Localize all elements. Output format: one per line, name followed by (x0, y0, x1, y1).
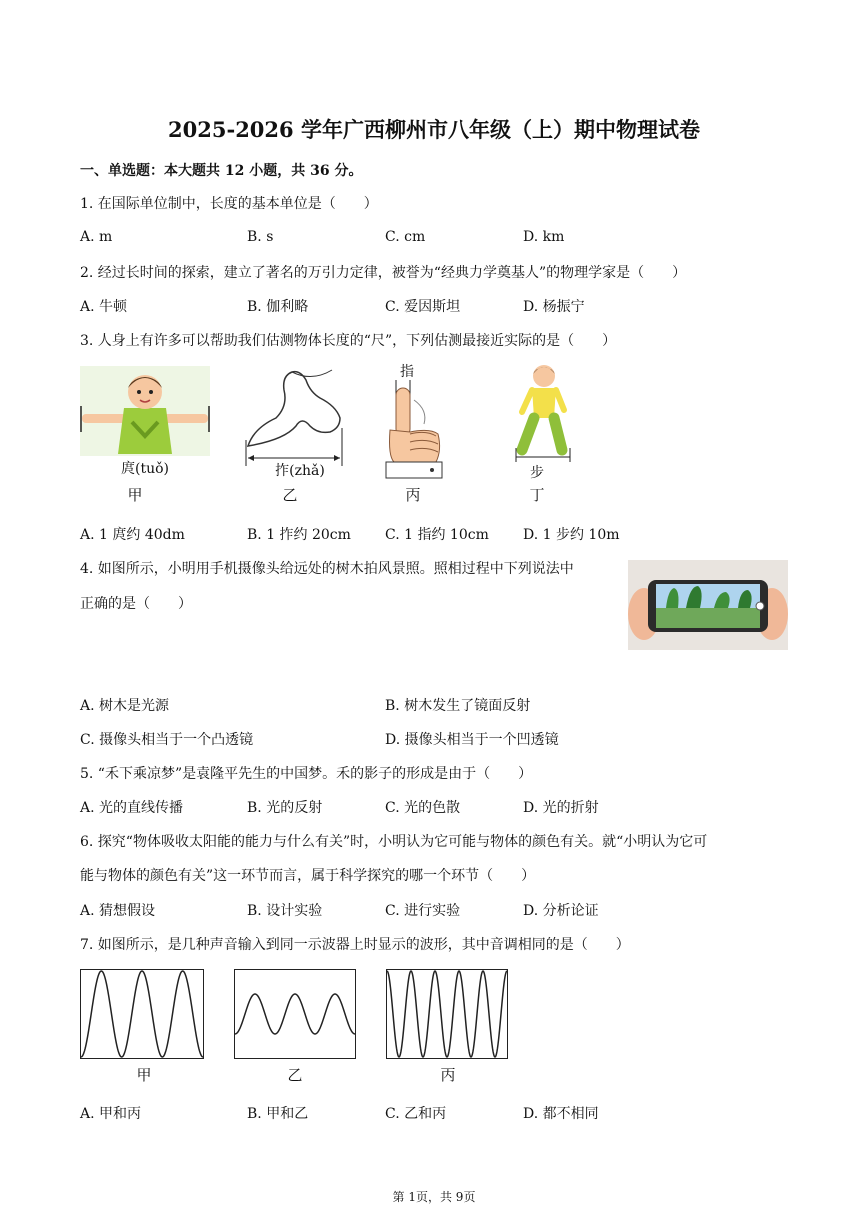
q5-option-b: B. 光的反射 (247, 800, 323, 816)
q2-option-b: B. 伽利略 (247, 299, 309, 315)
q2-option-a: A. 牛顿 (80, 299, 128, 315)
question-1-stem: 1. 在国际单位制中，长度的基本单位是（ ） (80, 196, 378, 212)
q7-option-d: D. 都不相同 (523, 1106, 599, 1122)
q3-option-b: B. 1 拃约 20cm (247, 527, 351, 543)
q1-option-c: C. cm (385, 229, 426, 245)
page-title: 2025-2026 学年广西柳州市八年级（上）期中物理试卷 (168, 117, 700, 142)
q4-option-d: D. 摄像头相当于一个凹透镜 (385, 732, 559, 748)
figure-arm-span (80, 366, 210, 456)
question-4-stem-line2: 正确的是（ ） (80, 596, 192, 612)
q1-option-a: A. m (80, 229, 113, 245)
q2-option-c: C. 爱因斯坦 (385, 299, 461, 315)
wave-caption-yi: 乙 (287, 1066, 303, 1084)
q7-option-a: A. 甲和丙 (80, 1106, 142, 1122)
question-5-stem: 5. “禾下乘凉梦”是袁隆平先生的中国梦。禾的影子的形成是由于（ ） (80, 766, 533, 782)
q4-option-c: C. 摄像头相当于一个凸透镜 (80, 732, 254, 748)
q5-option-c: C. 光的色散 (385, 800, 461, 816)
figure-label-zha: 拃(zhǎ) (275, 463, 325, 479)
waveform-yi (234, 969, 356, 1059)
question-7-stem: 7. 如图所示，是几种声音输入到同一示波器上时显示的波形，其中音调相同的是（ ） (80, 937, 630, 953)
wave-caption-bing: 丙 (440, 1066, 456, 1084)
wave-caption-jia: 甲 (136, 1066, 152, 1084)
figure-step-length (508, 362, 578, 462)
q5-option-a: A. 光的直线传播 (80, 800, 184, 816)
q4-option-a: A. 树木是光源 (80, 698, 170, 714)
page-footer: 第 1页，共 9页 (392, 1190, 476, 1204)
figure-label-bu: 步 (530, 465, 544, 481)
question-2-stem: 2. 经过长时间的探索，建立了著名的万引力定律，被誉为“经典力学奠基人”的物理学家是（ ） (80, 265, 687, 281)
question-6-stem-line2: 能与物体的颜色有关”这一环节而言，属于科学探究的哪一个环节（ ） (80, 868, 536, 884)
q6-option-a: A. 猜想假设 (80, 903, 156, 919)
question-6-stem-line1: 6. 探究“物体吸收太阳能的能力与什么有关”时，小明认为它可能与物体的颜色有关。就“小明认为它可 (80, 834, 708, 850)
q5-option-d: D. 光的折射 (523, 800, 599, 816)
figure-caption-bing: 丙 (405, 486, 421, 504)
question-3-stem: 3. 人身上有许多可以帮助我们估测物体长度的“尺”，下列估测最接近实际的是（ ） (80, 333, 617, 349)
figure-label-tuo: 庹(tuǒ) (121, 461, 169, 477)
q7-option-b: B. 甲和乙 (247, 1106, 309, 1122)
section-heading: 一、单选题：本大题共 12 小题，共 36 分。 (80, 163, 363, 179)
q7-option-c: C. 乙和丙 (385, 1106, 447, 1122)
figure-caption-ding: 丁 (529, 486, 545, 504)
q4-option-b: B. 树木发生了镜面反射 (385, 698, 531, 714)
question-4-stem-line1: 4. 如图所示，小明用手机摄像头给远处的树木拍风景照。照相过程中下列说法中 (80, 561, 574, 577)
figure-caption-yi: 乙 (282, 486, 298, 504)
q3-option-a: A. 1 庹约 40dm (80, 527, 185, 543)
q3-option-c: C. 1 指约 10cm (385, 527, 489, 543)
waveform-bing (386, 969, 508, 1059)
q6-option-b: B. 设计实验 (247, 903, 323, 919)
figure-hand-span (240, 366, 350, 466)
q3-option-d: D. 1 步约 10m (523, 527, 620, 543)
figure-caption-jia: 甲 (127, 486, 143, 504)
figure-label-zhi: 指 (400, 364, 414, 380)
q6-option-c: C. 进行实验 (385, 903, 461, 919)
q1-option-d: D. km (523, 229, 565, 245)
figure-finger-width (380, 380, 450, 480)
figure-phone-photo (628, 560, 788, 650)
q2-option-d: D. 杨振宁 (523, 299, 585, 315)
waveform-jia (80, 969, 204, 1059)
q1-option-b: B. s (247, 229, 274, 245)
q6-option-d: D. 分析论证 (523, 903, 599, 919)
